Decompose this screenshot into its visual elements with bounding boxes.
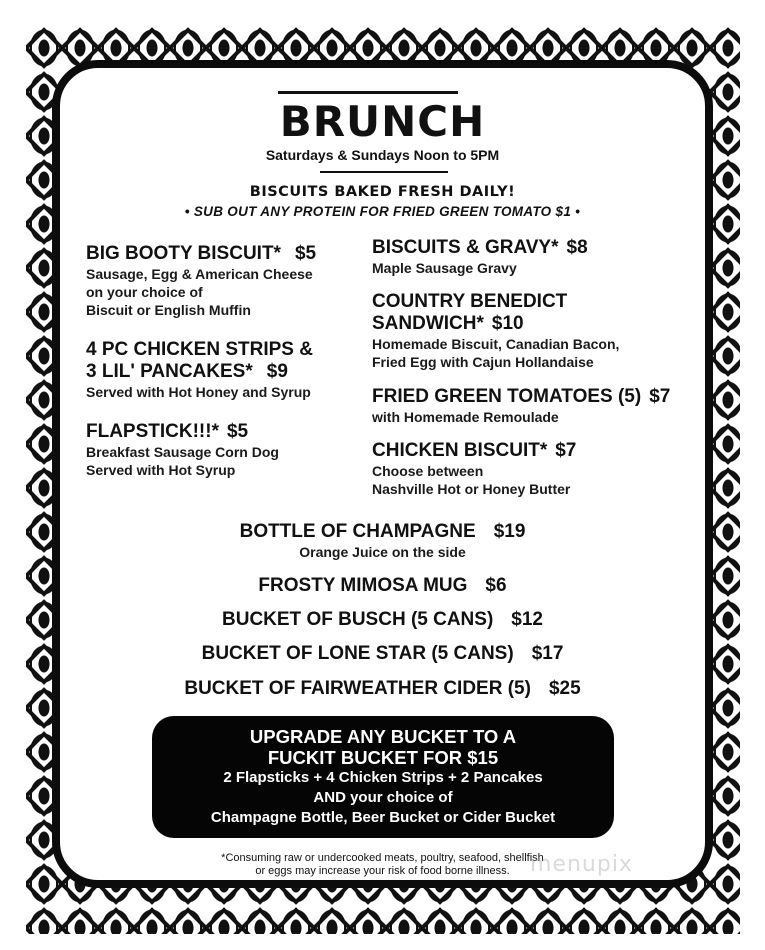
menu-item-big-booty-biscuit — [86, 243, 316, 319]
item-price: $5 — [294, 243, 317, 264]
item-description: Served with Hot Honey and Syrup — [86, 384, 311, 400]
title-rule-bottom — [320, 171, 448, 173]
promo-detail: AND your choice of — [313, 789, 453, 806]
item-description: Sausage, Egg & American Cheese — [86, 266, 313, 282]
item-price: $6 — [485, 575, 507, 596]
item-description: Choose between — [372, 463, 484, 479]
menu-item-chicken-strips-pancakes — [86, 339, 313, 401]
menu-item-biscuits-gravy — [372, 237, 588, 277]
item-description: Biscuit or English Muffin — [86, 302, 251, 318]
item-price: $19 — [493, 521, 526, 542]
menu-item-chicken-biscuit — [372, 440, 576, 498]
menu-item-flapstick — [86, 421, 279, 479]
item-price: $7 — [649, 386, 671, 407]
item-price: $8 — [566, 237, 588, 258]
item-description: Homemade Biscuit, Canadian Bacon, — [372, 336, 620, 352]
item-name: FLAPSTICK!!!* — [86, 421, 219, 442]
drink-item-mimosa — [0, 575, 765, 597]
item-description: with Homemade Remoulade — [372, 409, 559, 425]
item-description: Breakfast Sausage Corn Dog — [86, 444, 279, 460]
item-name: BOTTLE OF CHAMPAGNE — [239, 521, 476, 542]
watermark: menupix — [530, 852, 633, 877]
item-name: 4 PC CHICKEN STRIPS & — [86, 339, 313, 360]
biscuits-banner: BISCUITS BAKED FRESH DAILY! — [249, 184, 516, 200]
promo-detail: Champagne Bottle, Beer Bucket or Cider Bucket — [210, 809, 556, 826]
item-description: Orange Juice on the side — [299, 544, 466, 560]
promo-title: UPGRADE ANY BUCKET TO A — [249, 726, 517, 747]
protein-sub-note: • SUB OUT ANY PROTEIN FOR FRIED GREEN TOMATO $1 • — [184, 204, 581, 219]
item-description: Fried Egg with Cajun Hollandaise — [372, 354, 594, 370]
drink-item-cider-bucket — [0, 678, 765, 700]
page-title: BRUNCH — [279, 97, 486, 146]
item-price: $12 — [511, 609, 543, 630]
item-name: SANDWICH* — [372, 313, 484, 334]
item-description: Maple Sausage Gravy — [372, 260, 517, 276]
item-name: BISCUITS & GRAVY* — [372, 237, 559, 258]
drink-item-busch-bucket — [0, 609, 765, 631]
disclaimer-line: or eggs may increase your risk of food borne illness. — [255, 865, 510, 877]
menu-item-country-benedict — [372, 291, 619, 371]
promo-detail: 2 Flapsticks + 4 Chicken Strips + 2 Pancakes — [223, 769, 543, 786]
hours-text: Saturdays & Sundays Noon to 5PM — [265, 147, 500, 163]
drink-item-champagne — [0, 521, 765, 561]
item-name: COUNTRY BENEDICT — [372, 291, 568, 312]
item-name: BUCKET OF FAIRWEATHER CIDER (5) — [184, 678, 531, 699]
item-description: Served with Hot Syrup — [86, 462, 236, 478]
disclaimer-line: *Consuming raw or undercooked meats, poultry, seafood, shellfish — [221, 852, 544, 864]
drink-item-lone-star-bucket — [0, 643, 765, 665]
promo-title: FUCKIT BUCKET FOR $15 — [267, 747, 499, 768]
item-name: FROSTY MIMOSA MUG — [258, 575, 468, 596]
fuckit-bucket-promo — [152, 716, 614, 838]
item-price: $17 — [531, 643, 564, 664]
item-name: BUCKET OF BUSCH (5 CANS) — [222, 609, 494, 630]
item-price: $9 — [266, 361, 288, 382]
item-description: Nashville Hot or Honey Butter — [372, 481, 571, 497]
item-name: CHICKEN BISCUIT* — [372, 440, 548, 461]
item-name: FRIED GREEN TOMATOES (5) — [372, 386, 642, 407]
menu-item-fried-green-tomatoes — [372, 386, 670, 426]
item-description: on your choice of — [86, 284, 203, 300]
item-name: 3 LIL' PANCAKES* — [86, 361, 253, 382]
item-price: $5 — [226, 421, 249, 442]
item-price: $7 — [555, 440, 577, 461]
item-name: BUCKET OF LONE STAR (5 CANS) — [201, 643, 514, 664]
item-price: $25 — [548, 678, 581, 699]
food-safety-disclaimer — [0, 852, 765, 878]
title-rule-top — [278, 91, 458, 94]
item-name: BIG BOOTY BISCUIT* — [86, 243, 281, 264]
item-price: $10 — [491, 313, 524, 334]
